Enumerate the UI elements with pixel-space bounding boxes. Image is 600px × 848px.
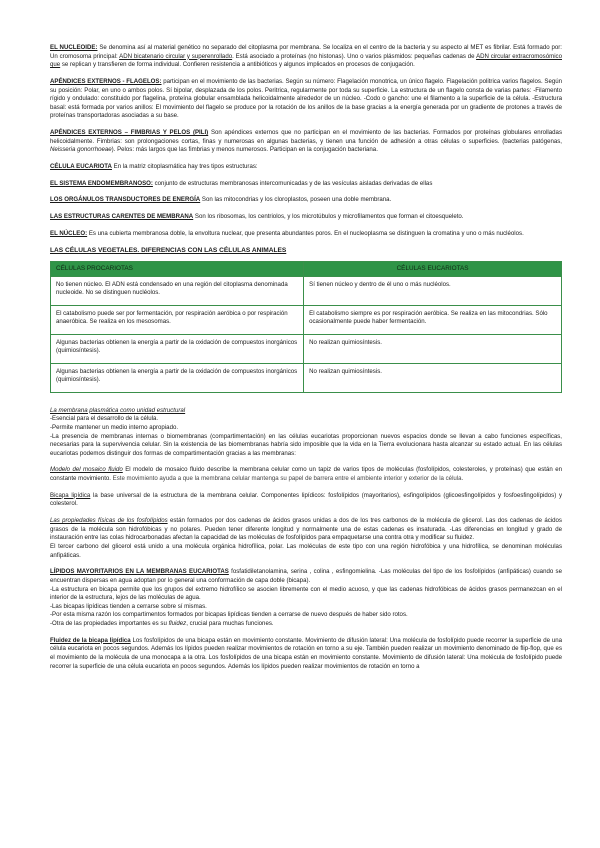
- heading-propiedades: Las propiedades físicas de los fosfolípidos: [50, 517, 168, 525]
- table-row: [51, 305, 562, 334]
- list-item: -Por esta misma razón los compartimentos formados por bicapas lipídicas tienden a cerrarse de nuevo después de haber sido rotos.: [50, 611, 408, 619]
- text: fosfatidiletanolamina, serina , colina , esfingomielina. -Las moléculas del tipo de los fosfolípidos (anfipáticas) cuando se encuentran dispersas en agua adoptan por lo general una conformación de capa doble (bicapa).: [50, 568, 562, 584]
- text: ). Pelos: más largos que las fimbrias y menos numerosos. Participan en la conjugación bacteriana.: [111, 146, 378, 154]
- text: conjunto de estructuras membranosas intercomunicadas y de las vesículas aisladas derivadas de ellas: [152, 179, 433, 187]
- text: . Está asociado a proteínas (no histonas). Uno o varios plásmidos: pequeñas cadenas de: [232, 52, 477, 60]
- text: participan en el movimiento de las bacterias. Según su número: Flagelación monotrica, un único flagelo. Flagelación politrica varios flagelos. Según su posición: Polar, en uno o ambos polos. Sí bipolar, desplazada de los polos. Peritrica, regularmente por toda su superficie. La estructura de un flagelo consta de varias partes: -Filamento rígido y ondulado: constituido por flagelina, proteína globular ensamblada helicoidalmente alrededor de un núcleo. -Codo o gancho: une el filamento a la superficie de la célula. -Estructura basal: está formada por varios anillos: El movimiento del flagelo se produce por la rotación de los anillos de la base gracias a la energía generada por un gradiente de protones a través de proteínas transportadoras asociadas a su base.: [50, 77, 563, 120]
- heading-flagelos: APÉNDICES EXTERNOS - FLAGELOS:: [50, 77, 162, 85]
- text: Es una cubierta membranosa doble, la envoltura nuclear, que presenta abundantes poros. En el nucleoplasma se distinguen la cromatina y uno o más nucléolos.: [87, 229, 524, 237]
- table-cell: Algunas bacterias obtienen la energía a partir de la oxidación de compuestos inorgánicos (quimiosíntesis).: [51, 363, 304, 392]
- text: Son las mitocondrias y los cloroplastos, poseen una doble membrana.: [200, 196, 392, 204]
- paragraph-sin-membrana: [50, 213, 562, 222]
- text: El modelo de mosaico fluido describe la membrana celular como un tapiz de varios tipos de moléculas (fosfolípidos, colesteroles, y proteínas) que están en constante movimiento.: [50, 466, 562, 483]
- table-cell: No realizan quimiosíntesis.: [304, 363, 562, 392]
- paragraph-mosaico: [50, 466, 562, 483]
- italic-text: fluidez: [168, 620, 187, 628]
- list-item: -Permite mantener un medio interno apropiado.: [50, 423, 179, 431]
- heading-membrana: La membrana plasmática como unidad estructural: [50, 406, 186, 414]
- text: Son los ribosomas, los centriolos, y los microtúbulos y microfilamentos que forman el citoesqueleto.: [193, 212, 464, 220]
- table-section-title: [50, 246, 562, 255]
- text: Son apéndices externos que no participan en el movimiento de las bacterias. Formados por proteínas globulares enrolladas helicoidalmente. Fimbrias: son prolongaciones cortas, finas y numerosas en algunas bacterias, y tienen una función de adhesión a otras células o superficies. (bacterias patógenas,: [50, 129, 562, 145]
- text: están formados por dos cadenas de ácidos grasos unidas a dos de los tres carbonos de la molécula de glicerol. Las dos cadenas de ácidos grasos de la molécula son hidrofóbicas y no polares. Pueden tener diferente longitud y normalmente una de estas cadenas es insaturada. -Las diferencias en longitud y grado de instauración entre las colas hidrocarbonadas afectan la capacidad de las moléculas de fosfolípidos para empaquetarse una contra otra y modificar su fluidez.: [50, 517, 562, 542]
- heading-fimbrias: APÉNDICES EXTERNOS – FIMBRIAS Y PELOS (PILI): [50, 129, 209, 137]
- list-item: -Las bicapas lipídicas tienden a cerrarse sobre sí mismas.: [50, 602, 207, 610]
- heading-sin-membrana: LAS ESTRUCTURAS CARENTES DE MEMBRANA: [50, 212, 194, 220]
- list-item: [50, 620, 562, 629]
- text: -Otra de las propiedades importantes es su: [50, 620, 169, 628]
- text: Los fosfolípidos de una bicapa están en movimiento constante. Movimiento de difusión lateral: Una molécula de fosfolípido puede recorrer la superficie de una célula eucariota en pocos segundos. Además los lípidos pueden realizar movimientos de rotación en torno a su eje. También pueden realizar un movimiento denominado de flip-flop, que es el movimiento de la molécula de una monocapa a la otra. Los fosfolípidos de una bicapa están en movimiento constante. Movimiento de difusión lateral: Una molécula de fosfolípido puede recorrer la superficie de una célula eucariota en pocos segundos. Además los lípidos pueden realizar movimientos de rotación en torno a: [50, 636, 562, 670]
- list-item: -Esencial para el desarrollo de la célula.: [50, 415, 159, 423]
- text-block: [50, 568, 562, 585]
- table-row: [51, 276, 562, 305]
- table-row: [51, 334, 562, 363]
- heading-endomembranoso: EL SISTEMA ENDOMEMBRANOSO:: [50, 179, 153, 187]
- text: Se denomina así al material genético no separado del citoplasma por membrana. Se localiza en el centro de la bacteria y su aspecto al MET es fibrilar. Está formado por: Un cromosoma principal:: [50, 44, 562, 60]
- table-cell: El catabolismo siempre es por respiración aeróbica. Se realiza en las mitocondrias. Sólo ocasionalmente puede haber fermentación.: [304, 305, 562, 334]
- heading-nucleoide: EL NUCLEOIDE:: [50, 44, 98, 51]
- text-block: [50, 517, 562, 543]
- underlined-text: ADN circular extracromosómico que: [50, 52, 562, 69]
- heading-bicapa: Bicapa lipídica: [50, 491, 91, 499]
- underlined-text: ADN bicatenario circular y superenrollado: [119, 52, 233, 60]
- heading-celula-eucariota: CÉLULA EUCARIOTA: [50, 163, 112, 171]
- heading-table: LAS CÉLULAS VEGETALES. DIFERENCIAS CON LAS CÉLULAS ANIMALES: [50, 247, 287, 255]
- paragraph-nucleo: [50, 230, 562, 239]
- paragraph-propiedades: [50, 517, 562, 560]
- list-item: -La presencia de membranas internas o biomembranas (compartimentación) en las células eucariotas proporcionan nuevos espacios donde se llevan a cabo funciones específicas, necesarias para la supervivencia celular. Sin la existencia de las biomembranas habría sido imposible que la vida en la Tierra evolucionara hasta alcanzar su estado actual. En las células eucariotas podemos distinguir dos formas de compartimentación gracias a las membranas:: [50, 432, 562, 457]
- heading-lipidos: LÍPIDOS MAYORITARIOS EN LA MEMBRANAS EUCARIOTAS: [50, 568, 229, 576]
- table-header-row: [51, 261, 562, 276]
- column-header-procariotas: CÉLULAS PROCARIOTAS: [51, 261, 304, 276]
- text: Este movimiento ayuda a que la membrana celular mantenga su papel de barrera entre el ambiente interior y exterior de la célula.: [110, 475, 464, 483]
- paragraph-bicapa: [50, 492, 562, 509]
- text: se replican y transfieren de forma individual. Confieren resistencia a antibióticos y algunos implicados en procesos de conjugación.: [60, 61, 415, 69]
- table-row: [51, 363, 562, 392]
- table-cell: Sí tienen núcleo y dentro de él uno o más nucléolos.: [304, 276, 562, 305]
- heading-organulos: LOS ORGÁNULOS TRANSDUCTORES DE ENERGÍA: [50, 196, 201, 204]
- paragraph-celula-eucariota: [50, 163, 562, 172]
- column-header-eucariotas: CÉLULAS EUCARIOTAS: [304, 261, 562, 276]
- paragraph-membrana: [50, 407, 562, 459]
- comparison-table: [50, 261, 562, 393]
- text: , crucial para muchas funciones.: [186, 620, 274, 628]
- heading-fluidez: Fluidez de la bicapa lipídica: [50, 636, 131, 644]
- table-cell: No realizan quimiosíntesis.: [304, 334, 562, 363]
- paragraph-endomembranoso: [50, 180, 562, 189]
- text-block: El tercer carbono del glicerol está unido a una molécula orgánica hidrofílica, polar. Las moléculas de este tipo con una región hidrofóbica y una hidrofílica, se denominan moléculas anfipáticas.: [50, 542, 562, 559]
- list-item: -La estructura en bicapa permite que los grupos del extremo hidrofílico se asocien libremente con el medio acuoso, y que las cadenas hidrofóbicas de ácidos grasos permanezcan en el interior de la estructura, lejos de las moléculas de agua.: [50, 585, 562, 602]
- paragraph-nucleoide: [50, 44, 562, 70]
- text: En la matriz citoplasmática hay tres tipos estructuras:: [111, 163, 258, 171]
- table-cell: No tienen núcleo. El ADN está condensado en una región del citoplasma denominada nucleoide. No se distinguen nucléolos.: [51, 276, 304, 305]
- paragraph-fimbrias: [50, 129, 562, 155]
- paragraph-organulos: [50, 196, 562, 205]
- table-cell: El catabolismo puede ser por fermentación, por respiración aeróbica o por respiración anaeróbica. Se realiza en los mesosomas.: [51, 305, 304, 334]
- paragraph-fluidez: [50, 637, 562, 672]
- paragraph-flagelos: [50, 78, 562, 121]
- table-cell: Algunas bacterias obtienen la energía a partir de la oxidación de compuestos inorgánicos (quimiosíntesis).: [51, 334, 304, 363]
- heading-nucleo: EL NÚCLEO:: [50, 229, 88, 237]
- text: la base universal de la estructura de la membrana celular. Componentes lipídicos: fosfolípidos (mayoritarios), esfingolípidos (glicoesfingolípidos y fosfoesfingolípidos) y colesterol.: [50, 491, 563, 508]
- paragraph-lipidos: [50, 568, 562, 628]
- heading-mosaico: Modelo del mosaico fluido: [50, 466, 123, 474]
- italic-text: Neisseria gonorrhoeae: [50, 146, 112, 154]
